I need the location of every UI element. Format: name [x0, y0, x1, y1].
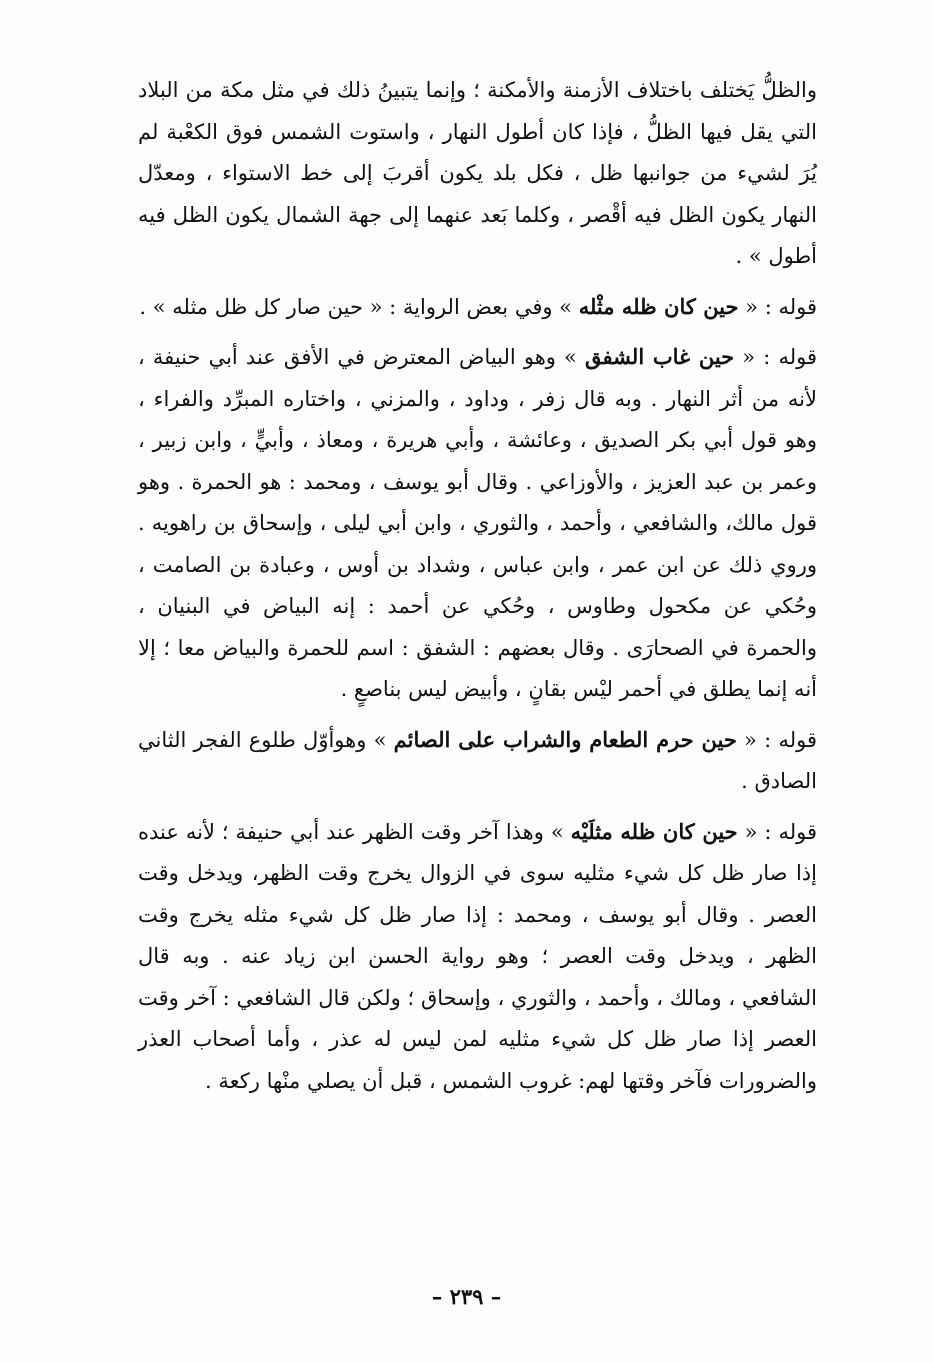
paragraph-fajr [138, 719, 817, 803]
paragraph-text: » وهوأوّل طلوع الفجر الثاني الصادق . [138, 727, 817, 793]
quote-prefix: قوله : « [736, 727, 817, 752]
paragraph-shadow-double [138, 811, 817, 1103]
quoted-phrase: حين كان ظله مثْله [578, 293, 739, 319]
quoted-phrase: حين حرم الطعام والشراب على الصائم [393, 726, 737, 752]
paragraph-shadow-variation [138, 70, 817, 278]
quote-prefix: قوله : « [738, 294, 817, 319]
quoted-phrase: حين كان ظله مثلَيْه [570, 818, 738, 844]
paragraph-text: » وفي بعض الرواية : « حين صار كل ظل مثله » . [139, 294, 579, 319]
paragraph-text: » وهذا آخر وقت الظهر عند أبي حنيفة ؛ لأنه عنده إذا صار ظل كل شيء مثليه سوى في الزوال يخرج وقت الظهر، ويدخل وقت العصر . وقال أبو يوسف ، ومحمد : إذا صار ظل كل شيء مثله يخرج وقت الظهر ، ويدخل وقت العصر ؛ وهو رواية الحسن ابن زياد عنه . وبه قال الشافعي ، ومالك ، وأحمد ، والثوري ، وإسحاق ؛ ولكن قال الشافعي : آخر وقت العصر إذا صار ظل كل شيء مثليه لمن ليس له عذر ، وأما أصحاب العذر والضرورات فآخر وقتها لهم: غروب الشمس ، قبل أن يصلي منْها ركعة . [138, 819, 817, 1093]
page-number: – ٢٣٩ – [431, 1284, 502, 1309]
paragraph-text: والظلُّ يَختلف باختلاف الأزمنة والأمكنة ؛ وإنما يتبينُ ذلك في مثل مكة من البلاد التي يقل فيها الظلُّ ، فإذا كان أطول النهار ، واستوت الشمس فوق الكعْبة لم يُرَ لشيء من جوانبها ظل ، فكل بلد يكون أقربَ إلى خط الاستواء ، ومعدّل النهار يكون الظل فيه أقْصر ، وكلما بَعد عنهما إلى جهة الشمال يكون الظل فيه أطول » . [138, 78, 817, 268]
main-text [138, 70, 817, 1110]
quote-prefix: قوله : « [734, 345, 818, 369]
quoted-phrase: حين غاب الشفق [585, 344, 735, 369]
paragraph-shadow-equal [138, 286, 817, 329]
paragraph-twilight [138, 336, 817, 711]
quote-prefix: قوله : « [737, 819, 817, 844]
paragraph-text: » وهو البياض المعترض في الأفق عند أبي حنيفة ، لأنه من أثر النهار . وبه قال زفر ، وداود ، والمزني ، واختاره المبرِّد والفراء ، وهو قول أبي بكر الصديق ، وعائشة ، وأبي هريرة ، ومعاذ ، وأبيٍّ ، وابن زبير ، وعمر بن عبد العزيز ، والأوزاعي . وقال أبو يوسف ، ومحمد : هو الحمرة . وهو قول مالك، والشافعي ، وأحمد ، والثوري ، وابن أبي ليلى ، وإسحاق بن راهويه . وروي ذلك عن ابن عمر ، وابن عباس ، وشداد بن أوس ، وعبادة بن الصامت ، وحُكي عن مكحول وطاوس ، وحُكي عن أحمد : إنه البياض في البنيان ، والحمرة في الصحارَى . وقال بعضهم : الشفق : اسم للحمرة والبياض معا ؛ إلا أنه إنما يطلق في أحمر ليْس بقانٍ ، وأبيض ليس بناصعٍ . [138, 345, 817, 701]
